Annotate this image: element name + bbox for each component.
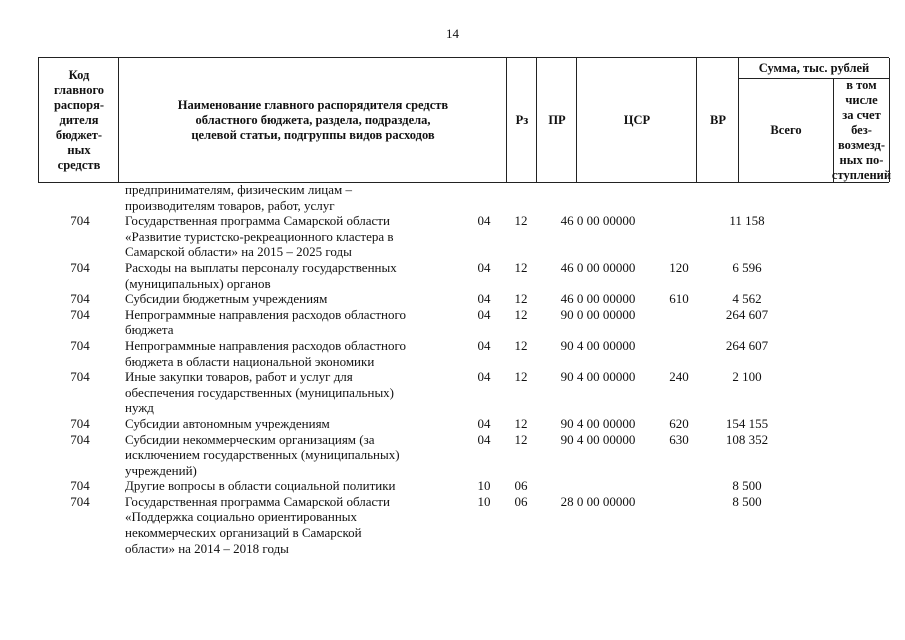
row-csr: 28 0 00 00000 — [560, 493, 636, 509]
row-name-line: бюджета в области национальной экономики — [125, 353, 375, 369]
row-code: 704 — [70, 306, 90, 322]
header-name-line: областного бюджета, раздела, подраздела, — [195, 112, 431, 127]
row-name-line: области» на 2014 – 2018 годы — [125, 540, 289, 556]
row-pr: 12 — [514, 306, 528, 322]
table-row — [0, 432, 905, 479]
table-row — [0, 307, 905, 338]
row-rz: 04 — [477, 431, 491, 447]
header-csr-label: ЦСР — [623, 112, 651, 127]
header-code-line: дителя — [59, 112, 99, 127]
row-name-line: Субсидии автономным учреждениям — [125, 415, 330, 431]
header-incl-line: в том числе — [845, 77, 878, 107]
row-code: 704 — [70, 369, 90, 385]
row-name — [125, 369, 470, 416]
row-code: 704 — [70, 213, 90, 229]
row-sum: 2 100 — [732, 369, 762, 385]
row-rz: 04 — [477, 415, 491, 431]
row-csr: 90 4 00 00000 — [560, 337, 636, 353]
row-name-line: Государственная программа Самарской области — [125, 213, 390, 229]
row-pr: 12 — [514, 415, 528, 431]
row-pr: 12 — [514, 369, 528, 385]
header-rz — [506, 58, 537, 182]
row-pr: 12 — [514, 291, 528, 307]
row-name-line: бюджета — [125, 322, 174, 338]
row-code: 704 — [70, 493, 90, 509]
row-name-line: Непрограммные направления расходов областного — [125, 337, 406, 353]
header-name-line: целевой статьи, подгруппы видов расходов — [191, 127, 435, 142]
table-row — [0, 494, 905, 556]
row-name-line: нужд — [125, 400, 154, 416]
page-number: 14 — [446, 26, 459, 41]
row-name — [125, 182, 470, 213]
row-rz: 10 — [477, 493, 491, 509]
header-code-line: главного — [53, 82, 105, 97]
row-rz: 04 — [477, 306, 491, 322]
row-name-line: Субсидии некоммерческим организациям (за — [125, 431, 375, 447]
header-name-line: Наименование главного распорядителя средств — [177, 97, 449, 112]
header-pr — [536, 58, 577, 182]
row-rz: 04 — [477, 213, 491, 229]
row-pr: 12 — [514, 431, 528, 447]
row-code: 704 — [70, 431, 90, 447]
header-code — [38, 58, 119, 182]
row-csr: 90 4 00 00000 — [560, 369, 636, 385]
row-code: 704 — [70, 478, 90, 494]
row-name-line: исключением государственных (муниципальных) — [125, 447, 400, 463]
row-sum: 154 155 — [725, 415, 769, 431]
row-pr: 06 — [514, 478, 528, 494]
row-name-line: (муниципальных) органов — [125, 275, 271, 291]
row-name-line: Другие вопросы в области социальной политики — [125, 478, 396, 494]
row-name-line: Расходы на выплаты персоналу государственных — [125, 259, 397, 275]
table-header — [38, 57, 892, 183]
table-row — [0, 213, 905, 260]
row-csr: 46 0 00 00000 — [560, 259, 636, 275]
header-code-line: ных — [67, 142, 91, 157]
row-vr: 240 — [669, 369, 689, 385]
row-rz: 04 — [477, 337, 491, 353]
header-code-line: бюджет- — [55, 127, 103, 142]
row-name — [125, 213, 470, 260]
row-rz: 04 — [477, 291, 491, 307]
row-pr: 12 — [514, 213, 528, 229]
header-code-line: Код — [68, 67, 90, 82]
header-vr-label: ВР — [710, 112, 726, 127]
row-code: 704 — [70, 337, 90, 353]
row-code: 704 — [70, 259, 90, 275]
row-name-line: Самарской области» на 2015 – 2025 годы — [125, 244, 352, 260]
table-row — [0, 416, 905, 432]
row-name — [125, 260, 470, 291]
row-name — [125, 307, 470, 338]
table-body — [0, 182, 905, 556]
row-name-line: производителям товаров, работ, услуг — [125, 197, 335, 213]
row-sum: 108 352 — [725, 431, 769, 447]
row-sum: 4 562 — [732, 291, 762, 307]
header-code-line: средств — [57, 157, 101, 172]
row-name-line: учреждений) — [125, 462, 197, 478]
row-name — [125, 478, 470, 494]
header-vr — [696, 58, 739, 182]
row-csr: 90 4 00 00000 — [560, 415, 636, 431]
row-name — [125, 291, 470, 307]
row-vr: 120 — [669, 259, 689, 275]
row-pr: 12 — [514, 259, 528, 275]
row-csr: 46 0 00 00000 — [560, 213, 636, 229]
row-name — [125, 494, 470, 556]
row-name-line: Государственная программа Самарской области — [125, 493, 390, 509]
row-name — [125, 432, 470, 479]
row-vr: 610 — [669, 291, 689, 307]
header-incl-line: возмезд- — [837, 137, 886, 152]
table-row — [0, 260, 905, 291]
header-incl — [831, 77, 892, 182]
header-sum-title: Сумма, тыс. рублей — [739, 58, 889, 79]
row-name-line: Непрограммные направления расходов областного — [125, 306, 406, 322]
header-sum-group — [738, 58, 890, 182]
row-rz: 10 — [477, 478, 491, 494]
row-name-line: Субсидии бюджетным учреждениям — [125, 291, 328, 307]
row-pr: 06 — [514, 493, 528, 509]
header-name — [118, 58, 507, 182]
row-name-line: обеспечения государственных (муниципальных) — [125, 384, 395, 400]
row-name-line: «Развитие туристско-рекреационного кластера в — [125, 228, 394, 244]
row-sum: 11 158 — [729, 213, 765, 229]
row-name — [125, 338, 470, 369]
row-csr: 90 4 00 00000 — [560, 431, 636, 447]
header-rz-label: Рз — [515, 112, 529, 127]
header-incl-line: ных по- — [839, 152, 884, 167]
row-code: 704 — [70, 415, 90, 431]
header-total: Всего — [739, 78, 834, 182]
row-vr: 620 — [669, 415, 689, 431]
row-name-line: некоммерческих организаций в Самарской — [125, 525, 362, 541]
header-csr — [576, 58, 697, 182]
table-row — [0, 291, 905, 307]
row-code: 704 — [70, 291, 90, 307]
table-row — [0, 182, 905, 213]
row-sum: 264 607 — [725, 337, 769, 353]
row-vr: 630 — [669, 431, 689, 447]
row-rz: 04 — [477, 369, 491, 385]
header-pr-label: ПР — [548, 112, 566, 127]
row-csr: 46 0 00 00000 — [560, 291, 636, 307]
row-sum: 8 500 — [732, 478, 762, 494]
table-row — [0, 338, 905, 369]
row-name-line: Иные закупки товаров, работ и услуг для — [125, 369, 353, 385]
row-sum: 264 607 — [725, 306, 769, 322]
row-csr: 90 0 00 00000 — [560, 306, 636, 322]
row-pr: 12 — [514, 337, 528, 353]
row-sum: 8 500 — [732, 493, 762, 509]
header-incl-line: ступлений — [831, 167, 892, 182]
table-row — [0, 478, 905, 494]
row-name-line: предпринимателям, физическим лицам – — [125, 182, 352, 197]
row-name-line: «Поддержка социально ориентированных — [125, 509, 358, 525]
row-rz: 04 — [477, 259, 491, 275]
table-row — [0, 369, 905, 416]
header-code-line: распоря- — [53, 97, 105, 112]
row-sum: 6 596 — [732, 259, 762, 275]
row-name — [125, 416, 470, 432]
header-incl-line: за счет без- — [842, 107, 881, 137]
